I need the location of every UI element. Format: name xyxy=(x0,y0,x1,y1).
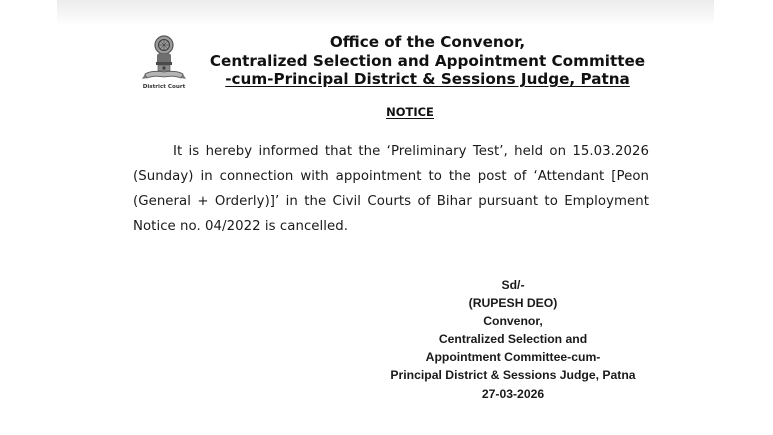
district-court-emblem-icon xyxy=(140,34,188,92)
signatory-office-line-2: Appointment Committee-cum- xyxy=(425,350,601,365)
signatory-name: (RUPESH DEO) xyxy=(468,296,558,311)
signatory-designation: Convenor, xyxy=(483,314,543,329)
signature-block xyxy=(380,276,646,403)
signatory-office-line-1: Centralized Selection and xyxy=(438,332,588,347)
header-line-committee: Centralized Selection and Appointment Committee xyxy=(209,51,646,70)
header-line-office: Office of the Convenor, xyxy=(329,33,526,51)
office-header xyxy=(205,33,650,89)
signature-sd: Sd/- xyxy=(501,278,525,292)
svg-text:District Court: District Court xyxy=(142,84,186,90)
notice-body: It is hereby informed that the ‘Preliminary Test’, held on 15.03.2026 (Sunday) in connection with appointment to the post of ‘Attendant [Peon (General + Orderly)]’ in the Civil Courts of Bihar pursuant to Employment Notice no. 04/2022 is cancelled. xyxy=(133,144,649,234)
signature-date: 27-03-2026 xyxy=(481,386,545,401)
signatory-office-line-3: Principal District & Sessions Judge, Patna xyxy=(390,368,636,383)
notice-title: NOTICE xyxy=(386,105,434,119)
header-line-judge: -cum-Principal District & Sessions Judge, Patna xyxy=(225,70,630,89)
